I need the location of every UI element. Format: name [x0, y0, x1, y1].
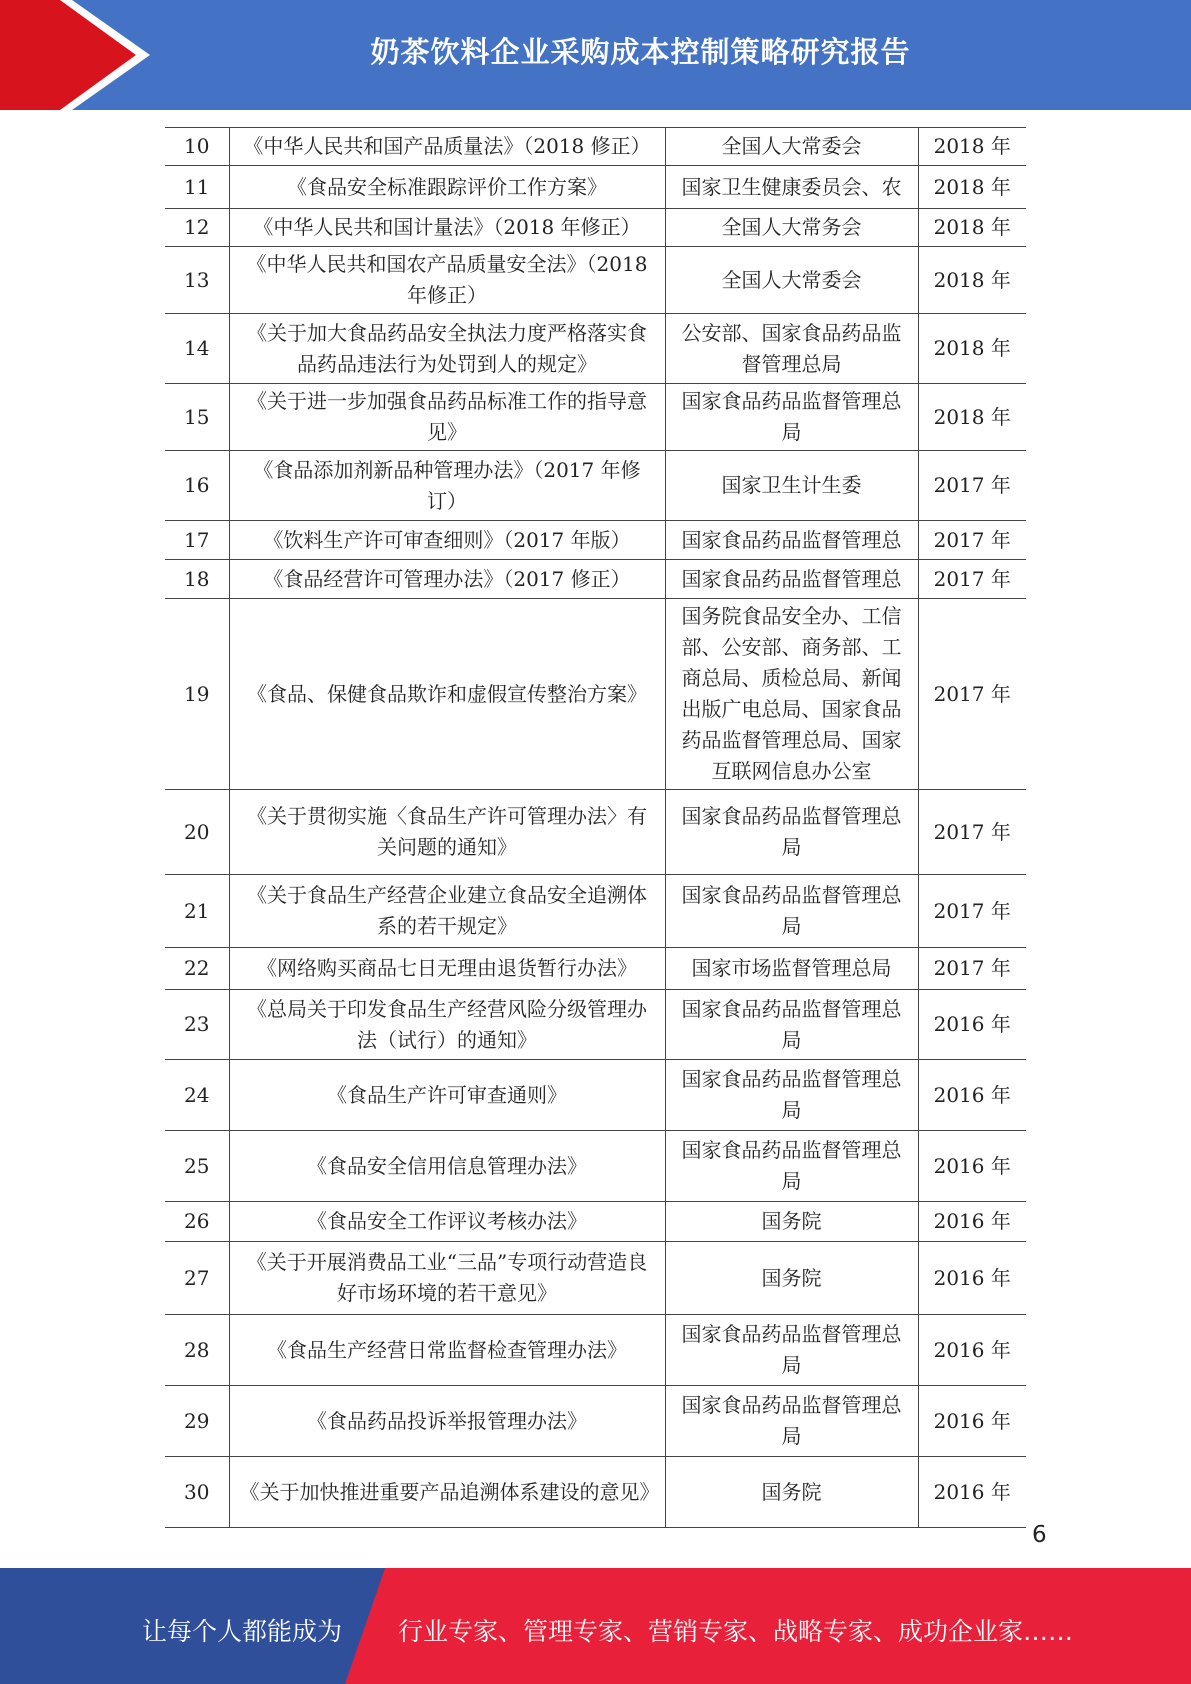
issuing-authority-cell — [665, 209, 918, 247]
year-cell-text: 2017 年 — [933, 681, 1011, 706]
regulations-table — [165, 127, 1026, 1528]
issuing-authority-cell — [665, 560, 918, 599]
regulation-name-cell-text: 《关于加快推进重要产品追溯体系建设的意见》 — [239, 1479, 660, 1504]
regulation-name-cell — [229, 247, 665, 314]
year-cell-text: 2016 年 — [933, 1337, 1011, 1362]
row-number-cell — [165, 790, 229, 875]
regulation-name-cell — [229, 875, 665, 948]
row-number-cell-text: 30 — [184, 1479, 210, 1504]
table-row — [165, 1242, 1026, 1315]
regulation-name-cell-text: 《关于食品生产经营企业建立食品安全追溯体系的若干规定》 — [247, 883, 647, 938]
issuing-authority-cell-text: 国家市场监督管理总局 — [691, 956, 892, 980]
row-number-cell — [165, 521, 229, 560]
regulation-name-cell — [229, 384, 665, 451]
issuing-authority-cell-text: 全国人大常委会 — [721, 267, 862, 292]
table-row — [165, 166, 1026, 209]
year-cell — [918, 990, 1026, 1060]
issuing-authority-cell-text: 国家食品药品监督管理总局 — [681, 1322, 902, 1377]
page-footer — [0, 1568, 1191, 1684]
table-row — [165, 1457, 1026, 1528]
issuing-authority-cell — [665, 247, 918, 314]
year-cell — [918, 521, 1026, 560]
regulation-name-cell — [229, 166, 665, 209]
year-cell-text: 2018 年 — [933, 267, 1011, 292]
regulation-name-cell-text: 《食品药品投诉举报管理办法》 — [307, 1408, 587, 1433]
table-row — [165, 1131, 1026, 1202]
row-number-cell — [165, 948, 229, 990]
regulation-name-cell-text: 《中华人民共和国计量法》（2018 年修正） — [253, 215, 641, 239]
year-cell — [918, 384, 1026, 451]
regulation-name-cell-text: 《关于开展消费品工业“三品”专项行动营造良好市场环境的若干意见》 — [246, 1250, 648, 1305]
regulation-name-cell-text: 《食品经营许可管理办法》（2017 修正） — [263, 566, 631, 591]
regulation-name-cell — [229, 1457, 665, 1528]
regulation-name-cell — [229, 790, 665, 875]
year-cell-text: 2017 年 — [933, 956, 1011, 980]
regulation-name-cell — [229, 1131, 665, 1202]
issuing-authority-cell-text: 国务院 — [761, 1209, 822, 1233]
regulation-name-cell — [229, 1315, 665, 1386]
regulation-name-cell — [229, 599, 665, 790]
row-number-cell-text: 17 — [184, 527, 210, 552]
year-cell — [918, 209, 1026, 247]
row-number-cell — [165, 875, 229, 948]
year-cell — [918, 875, 1026, 948]
row-number-cell-text: 11 — [184, 174, 210, 199]
row-number-cell — [165, 1315, 229, 1386]
row-number-cell — [165, 128, 229, 166]
year-cell-text: 2017 年 — [933, 473, 1011, 497]
row-number-cell-text: 21 — [184, 898, 210, 923]
year-cell-text: 2018 年 — [933, 134, 1011, 158]
regulation-name-cell — [229, 314, 665, 384]
table-row — [165, 990, 1026, 1060]
issuing-authority-cell — [665, 599, 918, 790]
row-number-cell — [165, 599, 229, 790]
table-row — [165, 1060, 1026, 1131]
regulation-name-cell-text: 《饮料生产许可审查细则》（2017 年版） — [263, 527, 631, 552]
issuing-authority-cell — [665, 521, 918, 560]
row-number-cell — [165, 247, 229, 314]
table-row — [165, 875, 1026, 948]
year-cell — [918, 1202, 1026, 1242]
regulation-name-cell-text: 《食品生产许可审查通则》 — [327, 1082, 567, 1107]
table-row — [165, 384, 1026, 451]
year-cell — [918, 599, 1026, 790]
row-number-cell-text: 12 — [184, 215, 210, 239]
regulation-name-cell — [229, 209, 665, 247]
year-cell-text: 2016 年 — [933, 1082, 1011, 1107]
issuing-authority-cell — [665, 1060, 918, 1131]
row-number-cell — [165, 314, 229, 384]
regulation-name-cell — [229, 1242, 665, 1315]
issuing-authority-cell-text: 全国人大常委会 — [721, 134, 862, 158]
row-number-cell — [165, 1386, 229, 1457]
row-number-cell — [165, 1060, 229, 1131]
issuing-authority-cell-text: 国家食品药品监督管理总局 — [681, 883, 902, 938]
regulation-name-cell — [229, 1202, 665, 1242]
regulation-name-cell-text: 《食品添加剂新品种管理办法》（2017 年修订） — [253, 457, 641, 513]
year-cell — [918, 1386, 1026, 1457]
row-number-cell-text: 15 — [184, 404, 210, 429]
table-row — [165, 247, 1026, 314]
row-number-cell — [165, 1131, 229, 1202]
regulation-name-cell — [229, 451, 665, 521]
year-cell-text: 2018 年 — [933, 336, 1011, 360]
year-cell — [918, 247, 1026, 314]
issuing-authority-cell — [665, 1131, 918, 1202]
footer-slogan-right: 行业专家、管理专家、营销专家、战略专家、成功企业家…… — [398, 1617, 1074, 1646]
year-cell-text: 2017 年 — [933, 819, 1011, 844]
row-number-cell-text: 14 — [184, 336, 210, 360]
regulation-name-cell — [229, 1386, 665, 1457]
regulation-name-cell — [229, 560, 665, 599]
table-row — [165, 790, 1026, 875]
issuing-authority-cell — [665, 948, 918, 990]
year-cell — [918, 1131, 1026, 1202]
table-row — [165, 1386, 1026, 1457]
issuing-authority-cell-text: 国务院 — [761, 1265, 822, 1290]
regulation-name-cell-text: 《食品、保健食品欺诈和虚假宣传整治方案》 — [247, 681, 647, 706]
row-number-cell-text: 27 — [184, 1265, 210, 1290]
table-row — [165, 521, 1026, 560]
year-cell-text: 2018 年 — [933, 215, 1011, 239]
year-cell-text: 2016 年 — [933, 1012, 1011, 1036]
row-number-cell-text: 13 — [184, 267, 210, 292]
year-cell-text: 2016 年 — [933, 1479, 1011, 1504]
regulation-name-cell-text: 《食品安全工作评议考核办法》 — [307, 1209, 587, 1233]
row-number-cell-text: 10 — [184, 134, 210, 158]
row-number-cell-text: 16 — [184, 473, 210, 497]
row-number-cell-text: 20 — [184, 819, 210, 844]
row-number-cell-text: 25 — [184, 1153, 210, 1178]
issuing-authority-cell-text: 全国人大常务会 — [721, 215, 862, 239]
table-row — [165, 599, 1026, 790]
regulation-name-cell-text: 《食品安全信用信息管理办法》 — [307, 1153, 587, 1178]
table-row — [165, 314, 1026, 384]
year-cell-text: 2016 年 — [933, 1153, 1011, 1178]
table-body — [165, 128, 1026, 1528]
year-cell-text: 2017 年 — [933, 527, 1011, 552]
row-number-cell-text: 28 — [184, 1337, 210, 1362]
row-number-cell — [165, 166, 229, 209]
regulation-name-cell-text: 《网络购买商品七日无理由退货暂行办法》 — [257, 956, 637, 980]
regulation-name-cell-text: 《关于进一步加强食品药品标准工作的指导意见》 — [247, 389, 647, 444]
row-number-cell-text: 26 — [184, 1209, 210, 1233]
regulation-name-cell-text: 《中华人民共和国产品质量法》（2018 修正） — [243, 134, 651, 158]
issuing-authority-cell-text: 国务院 — [761, 1479, 822, 1504]
year-cell-text: 2016 年 — [933, 1209, 1011, 1233]
issuing-authority-cell — [665, 451, 918, 521]
row-number-cell — [165, 384, 229, 451]
issuing-authority-cell-text: 公安部、国家食品药品监督管理总局 — [681, 320, 902, 376]
table-row — [165, 948, 1026, 990]
row-number-cell-text: 18 — [184, 566, 210, 591]
table-row — [165, 451, 1026, 521]
row-number-cell-text: 23 — [184, 1012, 210, 1036]
issuing-authority-cell — [665, 1242, 918, 1315]
issuing-authority-cell-text: 国家食品药品监督管理总 — [681, 566, 902, 591]
row-number-cell — [165, 1242, 229, 1315]
regulation-name-cell-text: 《总局关于印发食品生产经营风险分级管理办法（试行）的通知》 — [247, 996, 647, 1052]
year-cell-text: 2016 年 — [933, 1265, 1011, 1290]
year-cell — [918, 1315, 1026, 1386]
issuing-authority-cell-text: 国家食品药品监督管理总局 — [681, 389, 902, 444]
row-number-cell-text: 19 — [184, 681, 210, 706]
year-cell-text: 2017 年 — [933, 898, 1011, 923]
row-number-cell-text: 24 — [184, 1082, 210, 1107]
regulations-table-container — [165, 127, 1026, 1528]
document-title: 奶茶饮料企业采购成本控制策略研究报告 — [370, 35, 911, 69]
year-cell — [918, 166, 1026, 209]
regulation-name-cell — [229, 128, 665, 166]
year-cell-text: 2018 年 — [933, 174, 1011, 199]
table-row — [165, 128, 1026, 166]
issuing-authority-cell — [665, 166, 918, 209]
row-number-cell — [165, 451, 229, 521]
issuing-authority-cell-text: 国家食品药品监督管理总 — [681, 527, 902, 552]
issuing-authority-cell-text: 国家食品药品监督管理总局 — [681, 1067, 902, 1122]
year-cell-text: 2017 年 — [933, 566, 1011, 591]
regulation-name-cell-text: 《食品安全标准跟踪评价工作方案》 — [287, 174, 607, 199]
issuing-authority-cell-text: 国家食品药品监督管理总局 — [681, 1138, 902, 1193]
issuing-authority-cell — [665, 1386, 918, 1457]
issuing-authority-cell-text: 国务院食品安全办、工信部、公安部、商务部、工商总局、质检总局、新闻出版广电总局、国家食品药品监督管理总局、国家互联网信息办公室 — [681, 604, 902, 783]
issuing-authority-cell-text: 国家食品药品监督管理总局 — [681, 1393, 902, 1448]
issuing-authority-cell — [665, 790, 918, 875]
row-number-cell — [165, 560, 229, 599]
year-cell — [918, 128, 1026, 166]
row-number-cell-text: 29 — [184, 1408, 210, 1433]
footer-slogan-left: 让每个人都能成为 — [142, 1617, 343, 1646]
year-cell-text: 2018 年 — [933, 404, 1011, 429]
issuing-authority-cell — [665, 128, 918, 166]
row-number-cell — [165, 209, 229, 247]
page-number: 6 — [1032, 1522, 1047, 1548]
year-cell — [918, 790, 1026, 875]
issuing-authority-cell — [665, 990, 918, 1060]
row-number-cell — [165, 1457, 229, 1528]
issuing-authority-cell-text: 国家食品药品监督管理总局 — [681, 804, 902, 859]
issuing-authority-cell — [665, 1202, 918, 1242]
table-row — [165, 1202, 1026, 1242]
table-row — [165, 209, 1026, 247]
regulation-name-cell — [229, 948, 665, 990]
issuing-authority-cell — [665, 1315, 918, 1386]
table-row — [165, 1315, 1026, 1386]
issuing-authority-cell-text: 国家食品药品监督管理总局 — [681, 996, 902, 1052]
issuing-authority-cell — [665, 875, 918, 948]
row-number-cell-text: 22 — [184, 956, 210, 980]
issuing-authority-cell — [665, 314, 918, 384]
regulation-name-cell — [229, 521, 665, 560]
regulation-name-cell — [229, 1060, 665, 1131]
table-row — [165, 560, 1026, 599]
regulation-name-cell-text: 《关于加大食品药品安全执法力度严格落实食品药品违法行为处罚到人的规定》 — [247, 320, 647, 376]
year-cell — [918, 560, 1026, 599]
issuing-authority-cell — [665, 384, 918, 451]
issuing-authority-cell-text: 国家卫生健康委员会、农 — [681, 174, 902, 199]
row-number-cell — [165, 1202, 229, 1242]
year-cell — [918, 314, 1026, 384]
regulation-name-cell-text: 《食品生产经营日常监督检查管理办法》 — [267, 1337, 627, 1362]
regulation-name-cell-text: 《中华人民共和国农产品质量安全法》（2018 年修正） — [246, 252, 648, 307]
year-cell — [918, 451, 1026, 521]
issuing-authority-cell — [665, 1457, 918, 1528]
year-cell — [918, 1457, 1026, 1528]
row-number-cell — [165, 990, 229, 1060]
regulation-name-cell-text: 《关于贯彻实施〈食品生产许可管理办法〉有关问题的通知》 — [247, 804, 647, 859]
issuing-authority-cell-text: 国家卫生计生委 — [721, 473, 862, 497]
page-header — [0, 0, 1191, 110]
year-cell — [918, 1060, 1026, 1131]
regulation-name-cell — [229, 990, 665, 1060]
year-cell-text: 2016 年 — [933, 1408, 1011, 1433]
year-cell — [918, 1242, 1026, 1315]
year-cell — [918, 948, 1026, 990]
